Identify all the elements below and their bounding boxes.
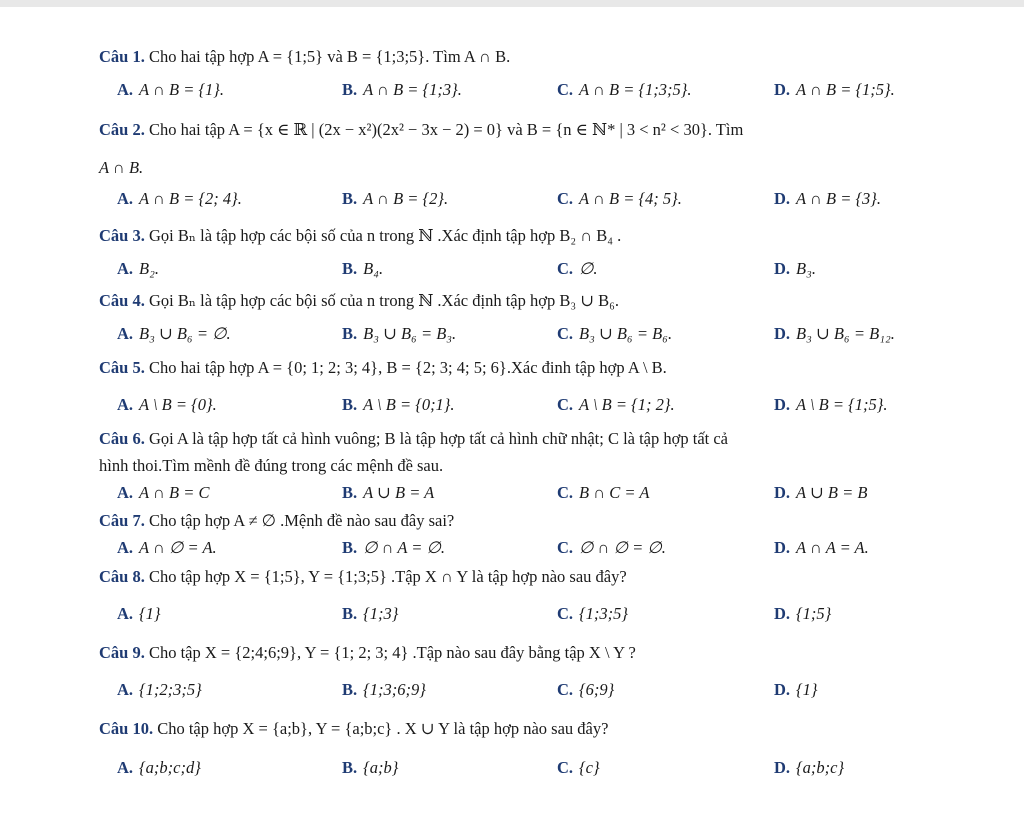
option-c: C. ∅.	[557, 259, 598, 278]
question-1	[99, 46, 510, 68]
option-d: D. {1;5}	[774, 604, 832, 623]
option-c: C. A ∩ B = {4; 5}.	[557, 189, 682, 208]
option-b: B. A ∪ B = A	[342, 483, 435, 502]
option-a: A. A ∩ ∅ = A.	[117, 538, 217, 557]
question-text: Cho hai tập hợp A = {1;5} và B = {1;3;5}. Tìm A ∩ B.	[148, 47, 511, 66]
option-b: B. {1;3}	[342, 604, 399, 623]
option-b: B. B₄.	[342, 259, 384, 278]
question-9: Câu 9. Cho tập X = {2;4;6;9}, Y = {1; 2; 3; 4} .Tập nào sau đây bằng tập X \ Y ?	[99, 643, 636, 662]
question-7: Câu 7. Cho tập hợp A ≠ ∅ .Mệnh đề nào sau đây sai?	[99, 511, 455, 530]
question-text: Cho hai tập hợp A = {0; 1; 2; 3; 4}, B = {2; 3; 4; 5; 6}.Xác đinh tập hợp A \ B.	[148, 358, 667, 377]
option-d: D. A \ B = {1;5}.	[774, 395, 888, 414]
question-2-cont: A ∩ B.	[99, 158, 144, 177]
option-c: C. A \ B = {1; 2}.	[557, 395, 675, 414]
question-8: Câu 8. Cho tập hợp X = {1;5}, Y = {1;3;5} .Tập X ∩ Y là tập hợp nào sau đây?	[99, 567, 627, 586]
option-c: C. B ∩ C = A	[557, 483, 650, 502]
option-c: C. B₃ ∪ B₆ = B₆.	[557, 324, 673, 343]
question-text: Gọi Bₙ là tập hợp các bội số của n trong ℕ .Xác định tập hợp B₂ ∩ B₄ .	[148, 226, 622, 245]
option-b: B. {a;b}	[342, 758, 399, 777]
question-label: Câu 1.	[99, 47, 145, 66]
option-a: A. A ∩ B = {2; 4}.	[117, 189, 242, 208]
option-d: D. A ∩ A = A.	[774, 538, 869, 557]
question-4: Câu 4. Gọi Bₙ là tập hợp các bội số của n trong ℕ .Xác định tập hợp B₃ ∪ B₆.	[99, 291, 620, 310]
question-6: Câu 6. Gọi A là tập hợp tất cả hình vuông; B là tập hợp tất cả hình chữ nhật; C là tập hợp tất cả	[99, 429, 728, 448]
option-b: B. A \ B = {0;1}.	[342, 395, 455, 414]
option-a: A. A \ B = {0}.	[117, 395, 217, 414]
option-b: B. A ∩ B = {1;3}.	[342, 80, 462, 99]
question-6-cont: hình thoi.Tìm mềnh đề đúng trong các mệnh đề sau.	[99, 456, 444, 475]
question-text: Gọi A là tập hợp tất cả hình vuông; B là tập hợp tất cả hình chữ nhật; C là tập hợp tất cả	[148, 429, 728, 448]
option-c: C. {c}	[557, 758, 600, 777]
question-text: Cho tập hợp A ≠ ∅ .Mệnh đề nào sau đây sai?	[148, 511, 455, 530]
question-text: Cho tập X = {2;4;6;9}, Y = {1; 2; 3; 4} .Tập nào sau đây bằng tập X \ Y ?	[148, 643, 636, 662]
option-d: D. {1}	[774, 680, 818, 699]
option-a: A. B₃ ∪ B₆ = ∅.	[117, 324, 231, 343]
question-3: Câu 3. Gọi Bₙ là tập hợp các bội số của n trong ℕ .Xác định tập hợp B₂ ∩ B₄ .	[99, 226, 622, 245]
question-text: Cho tập hợp X = {1;5}, Y = {1;3;5} .Tập X ∩ Y là tập hợp nào sau đây?	[148, 567, 627, 586]
option-b: B. {1;3;6;9}	[342, 680, 426, 699]
option-b: B. A ∩ B = {2}.	[342, 189, 449, 208]
option-d: D. A ∩ B = {1;5}.	[774, 80, 895, 99]
top-bar	[0, 0, 1024, 7]
option-a: A. {1}	[117, 604, 161, 623]
option-a: A. {1;2;3;5}	[117, 680, 202, 699]
option-d: D. B₃ ∪ B₆ = B₁₂.	[774, 324, 895, 343]
option-d: D. {a;b;c}	[774, 758, 845, 777]
option-a: A. B₂.	[117, 259, 159, 278]
option-d: D. B₃.	[774, 259, 816, 278]
option-b: B. B₃ ∪ B₆ = B₃.	[342, 324, 457, 343]
option-c: C. ∅ ∩ ∅ = ∅.	[557, 538, 666, 557]
option-c: C. A ∩ B = {1;3;5}.	[557, 80, 692, 99]
question-text: Cho hai tập A = {x ∈ ℝ | (2x − x²)(2x² − 3x − 2) = 0} và B = {n ∈ ℕ* | 3 < n² < 30}. Tìm	[148, 120, 744, 139]
option-d: D. A ∪ B = B	[774, 483, 868, 502]
question-text: Cho tập hợp X = {a;b}, Y = {a;b;c} . X ∪ Y là tập hợp nào sau đây?	[157, 719, 609, 738]
option-a: A. {a;b;c;d}	[117, 758, 201, 777]
question-text: Gọi Bₙ là tập hợp các bội số của n trong ℕ .Xác định tập hợp B₃ ∪ B₆.	[148, 291, 620, 310]
question-10: Câu 10. Cho tập hợp X = {a;b}, Y = {a;b;c} . X ∪ Y là tập hợp nào sau đây?	[99, 719, 609, 738]
option-a: A. A ∩ B = C	[117, 483, 210, 502]
option-b: B. ∅ ∩ A = ∅.	[342, 538, 446, 557]
question-2: Câu 2. Cho hai tập A = {x ∈ ℝ | (2x − x²)(2x² − 3x − 2) = 0} và B = {n ∈ ℕ* | 3 < n² < 30}. Tìm	[99, 120, 744, 139]
option-c: C. {1;3;5}	[557, 604, 628, 623]
option-d: D. A ∩ B = {3}.	[774, 189, 882, 208]
question-5: Câu 5. Cho hai tập hợp A = {0; 1; 2; 3; 4}, B = {2; 3; 4; 5; 6}.Xác đinh tập hợp A \ B.	[99, 358, 667, 377]
option-a: A. A ∩ B = {1}.	[117, 80, 225, 99]
option-c: C. {6;9}	[557, 680, 615, 699]
